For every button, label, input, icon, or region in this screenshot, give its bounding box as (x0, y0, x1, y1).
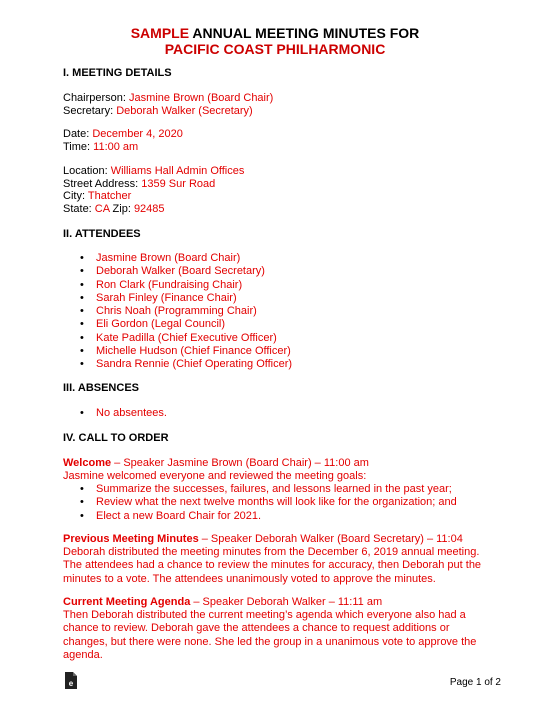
state-label: State: (63, 203, 95, 215)
goals-list (63, 483, 457, 523)
list-item: • Sarah Finley (Finance Chair) (80, 291, 237, 304)
svg-text:e: e (68, 679, 74, 688)
agenda-meta: – Speaker Deborah Walker – 11:11 am (190, 596, 383, 608)
list-item: • Sandra Rennie (Chief Operating Officer) (80, 358, 293, 371)
date-value: December 4, 2020 (92, 128, 183, 140)
page-number: Page 1 of 2 (449, 677, 501, 688)
address-label: Street Address: (63, 178, 142, 190)
bullet-icon: • (80, 407, 84, 419)
previous-minutes-heading (63, 533, 463, 546)
bullet-icon: • (80, 331, 84, 344)
bullet-icon: • (80, 358, 84, 371)
bullet-icon: • (80, 265, 84, 278)
location-label: Location: (63, 165, 111, 177)
bullet-icon: • (80, 318, 84, 331)
secretary-value: Deborah Walker (Secretary) (116, 105, 253, 117)
agenda-heading (63, 596, 382, 609)
bullet-icon: • (80, 305, 84, 318)
date-label: Date: (63, 128, 93, 140)
time-line (63, 141, 138, 154)
location-line (63, 165, 244, 178)
welcome-text: Jasmine welcomed everyone and reviewed the meeting goals: (63, 470, 367, 482)
city-label: City: (63, 190, 88, 202)
previous-minutes-title: Previous Meeting Minutes (63, 533, 199, 545)
title-text: ANNUAL MEETING MINUTES FOR (189, 25, 420, 41)
list-item: • Michelle Hudson (Chief Finance Officer) (80, 345, 291, 358)
section-heading-absences: III. ABSENCES (63, 382, 139, 394)
bullet-icon: • (80, 345, 84, 358)
state-value: CA (94, 203, 110, 215)
time-value: 11:00 am (93, 141, 139, 153)
address-value: 1359 Sur Road (141, 178, 216, 190)
list-item: • Chris Noah (Programming Chair) (80, 305, 257, 318)
agenda-text: Then Deborah distributed the current meeting’s agenda which everyone also had a chance to review. Deborah gave the attendees a chance to request additions or changes, but there were none. She led the group in a unanimous vote to approve the agenda. (63, 609, 477, 661)
document-title-line2: PACIFIC COAST PHILHARMONIC (164, 41, 386, 57)
city-value: Thatcher (87, 190, 132, 202)
time-label: Time: (63, 141, 94, 153)
title-sample: SAMPLE (130, 25, 190, 41)
bullet-icon: • (80, 291, 84, 304)
list-item: • Review what the next twelve months will look like for the organization; and (80, 496, 457, 509)
zip-value: 92485 (133, 203, 165, 215)
date-line (63, 128, 183, 141)
document-icon (64, 672, 78, 690)
attendees-list (63, 252, 292, 372)
section-heading-meeting-details: I. MEETING DETAILS (63, 67, 172, 79)
agenda-title: Current Meeting Agenda (63, 596, 191, 608)
section-heading-call-to-order: IV. CALL TO ORDER (63, 432, 169, 444)
list-item: • Jasmine Brown (Board Chair) (80, 252, 241, 264)
secretary-label: Secretary: (63, 105, 117, 117)
list-item: • Eli Gordon (Legal Council) (80, 318, 226, 331)
welcome-heading (63, 457, 369, 470)
chairperson-line (63, 92, 273, 105)
bullet-icon: • (80, 252, 84, 264)
list-item: • No absentees. (80, 407, 167, 419)
section-heading-attendees: II. ATTENDEES (63, 228, 141, 240)
location-value: Williams Hall Admin Offices (110, 165, 245, 177)
previous-minutes-meta: – Speaker Deborah Walker (Board Secretary) – 11:04 (198, 533, 463, 545)
secretary-line (63, 105, 253, 118)
absences-list (63, 407, 167, 420)
welcome-meta: – Speaker Jasmine Brown (Board Chair) – 11:00 am (111, 457, 369, 469)
list-item: • Ron Clark (Fundraising Chair) (80, 278, 243, 291)
list-item: • Elect a new Board Chair for 2021. (80, 509, 262, 522)
list-item: • Deborah Walker (Board Secretary) (80, 265, 265, 278)
list-item: • Summarize the successes, failures, and lessons learned in the past year; (80, 483, 452, 495)
bullet-icon: • (80, 509, 84, 522)
chairperson-label: Chairperson: (63, 92, 130, 104)
list-item: • Kate Padilla (Chief Executive Officer) (80, 331, 277, 344)
zip-label: Zip: (109, 203, 134, 215)
previous-minutes-text: Deborah distributed the meeting minutes from the December 6, 2019 annual meeting. The attendees had a chance to review the minutes for accuracy, then Deborah put the minutes to a vote. The attendees unanimously voted to approve the minutes. (63, 546, 482, 585)
chairperson-value: Jasmine Brown (Board Chair) (129, 92, 274, 104)
bullet-icon: • (80, 483, 84, 495)
document-title-line1 (0, 25, 550, 41)
bullet-icon: • (80, 278, 84, 291)
bullet-icon: • (80, 496, 84, 509)
state-zip-line (63, 203, 165, 216)
welcome-title: Welcome (63, 457, 112, 469)
city-line (63, 190, 131, 203)
